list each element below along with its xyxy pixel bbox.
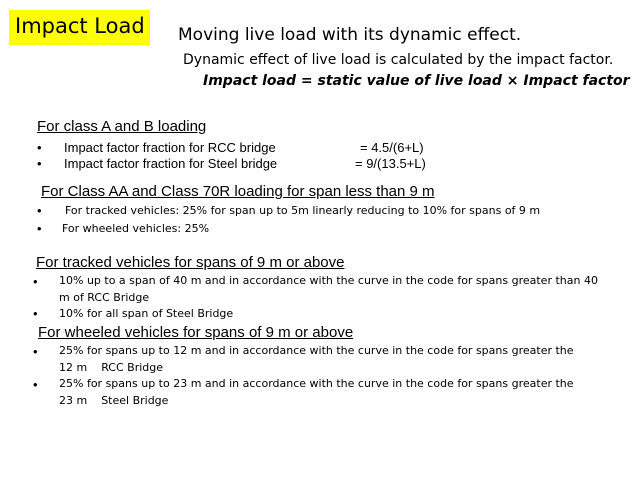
bullet-icon: • [37,156,42,171]
bullet-icon: • [37,140,42,155]
intro-line-1: Moving live load with its dynamic effect. [178,25,522,45]
list-item-text: 25% for spans up to 23 m and in accordance with the curve in the code for spans greater the [59,377,574,390]
bullet-icon: • [33,344,38,359]
bullet-icon: • [37,221,42,236]
list-item-text-continued: 12 m RCC Bridge [59,361,164,374]
list-item-text: 25% for spans up to 12 m and in accordance with the curve in the code for spans greater the [59,344,574,357]
bullet-icon: • [33,377,38,392]
intro-line-2: Dynamic effect of live load is calculated by the impact factor. [183,52,614,68]
list-item-value: = 4.5/(6+L) [360,140,424,155]
section-heading-class-aa: For Class AA and Class 70R loading for span less than 9 m [41,183,435,200]
list-item-text: Impact factor fraction for RCC bridge [64,140,276,155]
list-item-text: 10% for all span of Steel Bridge [59,307,234,320]
list-item-text-continued: m of RCC Bridge [59,291,150,304]
list-item-text: For wheeled vehicles: 25% [62,222,210,235]
section-heading-class-ab: For class A and B loading [37,118,207,135]
bullet-icon: • [33,274,38,289]
list-item-value: = 9/(13.5+L) [355,156,426,171]
list-item-text-continued: 23 m Steel Bridge [59,394,169,407]
section-heading-tracked: For tracked vehicles for spans of 9 m or above [36,254,345,271]
bullet-icon: • [37,203,42,218]
list-item-text: 10% up to a span of 40 m and in accordance with the curve in the code for spans greater than 40 [59,274,598,287]
impact-load-formula: Impact load = static value of live load × Impact factor [203,73,630,89]
list-item-text: For tracked vehicles: 25% for span up to 5m linearly reducing to 10% for spans of 9 m [65,204,541,217]
list-item-text: Impact factor fraction for Steel bridge [64,156,278,171]
bullet-icon: • [33,306,38,321]
section-heading-wheeled: For wheeled vehicles for spans of 9 m or above [38,324,354,341]
page-title: Impact Load [15,14,145,38]
